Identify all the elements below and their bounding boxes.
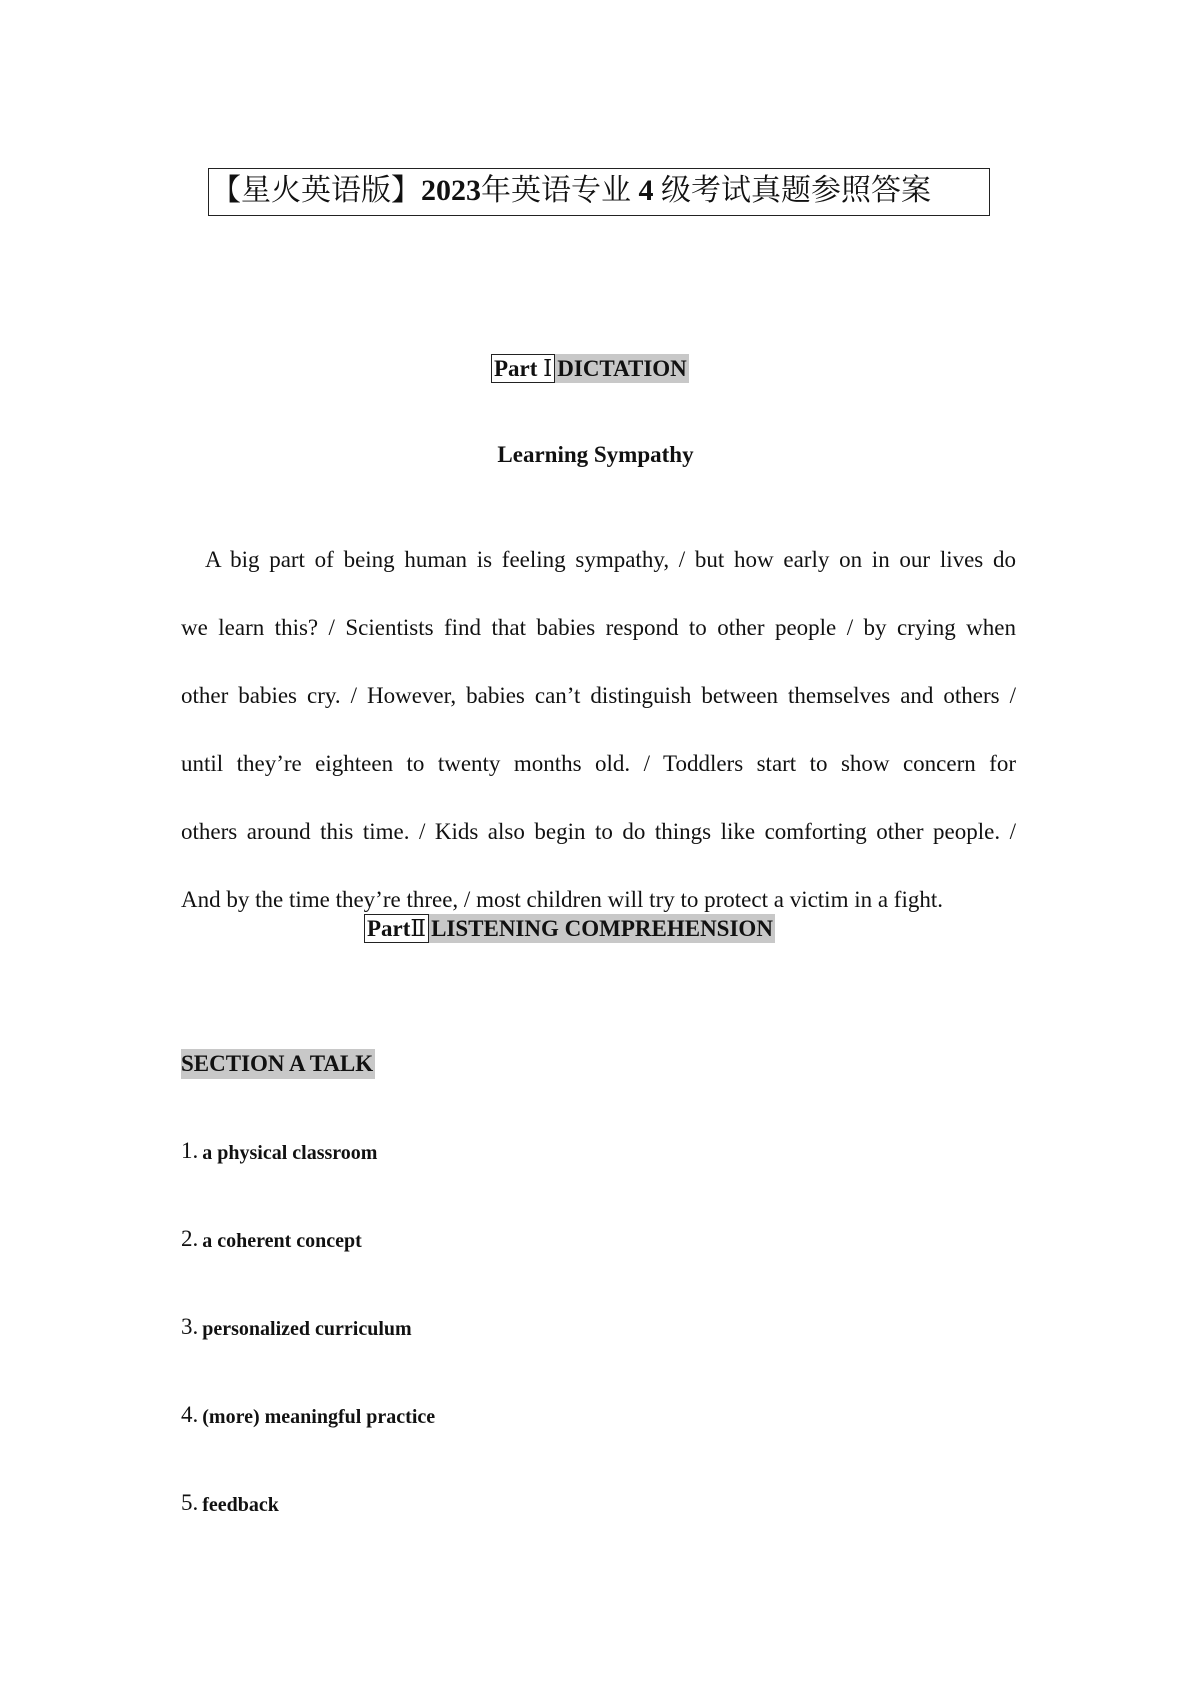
answer-item xyxy=(181,1312,435,1400)
part-1-heading xyxy=(491,354,689,383)
passage-line: A big part of being human is feeling sympathy, / but how early on in our lives do xyxy=(205,547,1016,572)
title-prefix: 【星火英语版】 xyxy=(211,174,421,207)
passage-line: other babies cry. / However, babies can’t distinguish between themselves and others / xyxy=(181,683,1016,708)
answer-text: a coherent concept xyxy=(202,1230,362,1252)
answer-text: (more) meaningful practice xyxy=(202,1406,436,1428)
answer-number: 3. xyxy=(181,1314,199,1339)
passage-line: others around this time. / Kids also begin to do things like comforting other people. / xyxy=(181,819,1016,844)
passage-line: until they’re eighteen to twenty months old. / Toddlers start to show concern for xyxy=(181,751,1016,776)
answer-item xyxy=(181,1488,435,1576)
answer-item xyxy=(181,1400,435,1488)
part-1-label-box xyxy=(491,354,555,383)
part-2-label-box xyxy=(364,914,429,943)
passage-title: Learning Sympathy xyxy=(497,442,694,467)
answer-item xyxy=(181,1136,435,1224)
passage-line: we learn this? / Scientists find that babies respond to other people / by crying when xyxy=(181,615,1016,640)
answer-number: 1. xyxy=(181,1138,199,1163)
title-mid: 年英语专业 xyxy=(481,174,631,207)
title-level: 4 xyxy=(638,174,654,207)
answer-text: feedback xyxy=(202,1494,279,1516)
part-1-label: Part xyxy=(494,356,538,381)
title-year: 2023 xyxy=(421,174,481,207)
section-a-heading: SECTION A TALK xyxy=(181,1049,375,1079)
answer-list xyxy=(181,1136,435,1576)
answer-number: 5. xyxy=(181,1490,199,1515)
document-title xyxy=(208,168,990,216)
answer-number: 2. xyxy=(181,1226,199,1251)
passage-line: And by the time they’re three, / most children will try to protect a victim in a fight. xyxy=(181,887,943,912)
title-suffix: 级考试真题参照答案 xyxy=(661,174,931,207)
part-1-name: DICTATION xyxy=(557,356,687,381)
answer-item xyxy=(181,1224,435,1312)
part-2-label: Part xyxy=(367,916,411,941)
part-1-roman: Ⅰ xyxy=(543,356,553,381)
answer-number: 4. xyxy=(181,1402,199,1427)
answer-text: a physical classroom xyxy=(202,1142,378,1164)
part-2-name: LISTENING COMPREHENSION xyxy=(431,916,773,941)
dictation-passage xyxy=(181,526,1016,934)
part-2-heading xyxy=(364,914,775,943)
answer-text: personalized curriculum xyxy=(202,1318,412,1340)
part-2-roman: Ⅱ xyxy=(410,916,427,941)
